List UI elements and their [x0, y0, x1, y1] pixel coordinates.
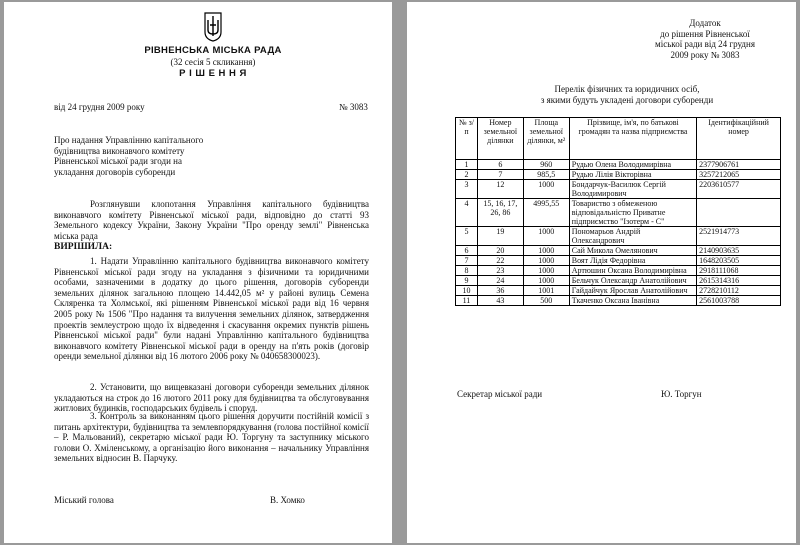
- col-header-id: Ідентифікаційний номер: [697, 118, 781, 160]
- cell-plot: 24: [477, 276, 523, 286]
- cell-id: [697, 199, 781, 227]
- cell-plot: 20: [477, 246, 523, 256]
- appendix-line: 2009 року № 3083: [670, 49, 740, 60]
- secretary-name: Ю. Торгун: [661, 389, 702, 399]
- cell-plot: 22: [477, 256, 523, 266]
- secretary-role: Секретар міської ради: [457, 389, 543, 399]
- cell-name: Воят Лідія Федорівна: [569, 256, 696, 266]
- cell-plot: 36: [477, 286, 523, 296]
- cell-plot: 43: [477, 296, 523, 306]
- table-row: [456, 276, 781, 286]
- table-row: [456, 160, 781, 170]
- list-title-line: Перелік фізичних та юридичних осіб,: [554, 84, 700, 94]
- cell-area: 985,5: [523, 170, 569, 180]
- cell-no: 7: [456, 256, 478, 266]
- cell-area: 1000: [523, 227, 569, 246]
- cell-id: 2561003788: [697, 296, 781, 306]
- list-title: [467, 84, 787, 105]
- cell-name: Артюшин Оксана Володимирівна: [569, 266, 696, 276]
- cell-area: 1001: [523, 286, 569, 296]
- cell-no: 10: [456, 286, 478, 296]
- cell-id: 2521914773: [697, 227, 781, 246]
- subject-line: Про надання Управлінню капітального: [54, 135, 204, 145]
- cell-id: 2615314316: [697, 276, 781, 286]
- cell-area: 1000: [523, 180, 569, 199]
- cell-name: Товариство з обмеженою відповідальністю Приватне підприємство "Ізотерм - С": [569, 199, 696, 227]
- cell-area: 1000: [523, 266, 569, 276]
- cell-plot: 6: [477, 160, 523, 170]
- subject-line: укладання договорів суборенди: [54, 166, 176, 177]
- table-row: [456, 180, 781, 199]
- cell-area: 1000: [523, 276, 569, 286]
- table-row: [456, 296, 781, 306]
- col-header-name: Прізвище, ім'я, по батькові громадян та назва підприємства: [569, 118, 696, 160]
- signature-role: Міський голова: [54, 495, 114, 505]
- document-type: Р І Ш Е Н Н Я: [179, 68, 247, 79]
- decision-subject: [54, 135, 254, 177]
- coat-of-arms-icon: [204, 12, 222, 42]
- table-row: [456, 246, 781, 256]
- cell-name: Пономарьов Андрій Олександрович: [569, 227, 696, 246]
- decision-date: від 24 грудня 2009 року: [54, 102, 145, 112]
- decision-number: № 3083: [339, 102, 368, 112]
- subleases-table: [455, 117, 781, 306]
- cell-name: Гайдайчук Ярослав Анатолійович: [569, 286, 696, 296]
- cell-area: 500: [523, 296, 569, 306]
- cell-no: 1: [456, 160, 478, 170]
- item-1-paragraph: 1. Надати Управлінню капітального будівництва виконавчого комітету Рівненської міської ради згоду на укладання з фізичними та юридичними особами, зазначеними в додатку до цього рішення, договорів суборенди земельних ділянок загальною площею 14.442,05 м² у районі вулиць Семена Скляренка та Холмської, які рішенням Рівненської міської ради від 16 червня 2005 року № 1506 "Про надання та вилучення земельних ділянок, затвердження проектів землеустрою щодо їх відведення і скасування окремих пунктів рішень Рівненської міської ради" були надані Управлінню капітального будівництва виконавчого комітету Рівненської міської ради в оренду на п'ять років (договір оренди земельної ділянки від 16 лютого 2006 року № 040658300023).: [54, 256, 369, 362]
- cell-no: 11: [456, 296, 478, 306]
- col-header-area: Площа земельної ділянки, м²: [523, 118, 569, 160]
- cell-no: 9: [456, 276, 478, 286]
- session-label: (32 сесія 5 скликання): [170, 57, 256, 67]
- table-row: [456, 199, 781, 227]
- list-title-line: з якими будуть укладені договори суборенди: [540, 94, 714, 105]
- cell-id: 2377906761: [697, 160, 781, 170]
- cell-no: 8: [456, 266, 478, 276]
- cell-plot: 12: [477, 180, 523, 199]
- cell-id: 1648203505: [697, 256, 781, 266]
- cell-name: Рудью Лілія Вікторівна: [569, 170, 696, 180]
- cell-plot: 7: [477, 170, 523, 180]
- cell-area: 1000: [523, 256, 569, 266]
- cell-id: 2918111068: [697, 266, 781, 276]
- table-header-row: [456, 118, 781, 160]
- appendix-line: Додаток: [689, 18, 721, 28]
- cell-name: Сай Микола Омелянович: [569, 246, 696, 256]
- item-2-paragraph: 2. Установити, що вищевказані договори суборенди земельних ділянок укладаються на строк до 16 лютого 2011 року для будівництва та обслуговування житлових будинків, господарських будівель і споруд.: [54, 382, 369, 414]
- cell-area: 960: [523, 160, 569, 170]
- table-row: [456, 266, 781, 276]
- cell-id: 2203610577: [697, 180, 781, 199]
- appendix-page: [407, 2, 796, 543]
- appendix-header: [639, 18, 771, 60]
- table-body: [456, 160, 781, 306]
- col-header-plot: Номер земельної ділянки: [477, 118, 523, 160]
- cell-name: Бельчук Олександр Анатолійович: [569, 276, 696, 286]
- table-row: [456, 170, 781, 180]
- appendix-line: міської ради від 24 грудня: [655, 39, 755, 50]
- cell-name: Бондарчук-Василюк Сергій Володимирович: [569, 180, 696, 199]
- cell-no: 2: [456, 170, 478, 180]
- council-name: РІВНЕНСЬКА МІСЬКА РАДА: [144, 45, 282, 56]
- resolved-heading: ВИРІШИЛА:: [54, 242, 113, 252]
- cell-area: 1000: [523, 246, 569, 256]
- decision-page: [4, 2, 392, 543]
- cell-plot: 15, 16, 17, 26, 86: [477, 199, 523, 227]
- intro-paragraph: Розглянувши клопотання Управління капітального будівництва виконавчого комітету Рівненської міської ради, відповідно до статті 93 Земельного кодексу України, Закону України "Про оренду землі" Рівненська міська рада: [54, 199, 369, 241]
- cell-no: 4: [456, 199, 478, 227]
- cell-area: 4995,55: [523, 199, 569, 227]
- signature-name: В. Хомко: [270, 495, 305, 505]
- cell-id: 2140903635: [697, 246, 781, 256]
- cell-id: 3257212065: [697, 170, 781, 180]
- table-row: [456, 227, 781, 246]
- appendix-line: до рішення Рівненської: [660, 28, 750, 39]
- cell-no: 5: [456, 227, 478, 246]
- table-row: [456, 286, 781, 296]
- cell-name: Ткаченко Оксана Іванівна: [569, 296, 696, 306]
- item-3-paragraph: 3. Контроль за виконанням цього рішення доручити постійній комісії з питань архітектури, будівництва та землевпорядкування (голова постійної комісії – Р. Мальований), секретарю міської ради Ю. Торгуну та заступнику міського голови О. Хміленському, а організацію його виконання – начальнику Управління земельних відносин В. Парчуку.: [54, 411, 369, 464]
- cell-name: Рудью Олена Володимирівна: [569, 160, 696, 170]
- cell-plot: 19: [477, 227, 523, 246]
- cell-id: 2728210112: [697, 286, 781, 296]
- cell-plot: 23: [477, 266, 523, 276]
- cell-no: 3: [456, 180, 478, 199]
- cell-no: 6: [456, 246, 478, 256]
- col-header-no: № з/п: [456, 118, 478, 160]
- subject-line: Рівненської міської ради згоди на: [54, 156, 182, 167]
- table-row: [456, 256, 781, 266]
- subject-line: будівництва виконавчого комітету: [54, 145, 185, 156]
